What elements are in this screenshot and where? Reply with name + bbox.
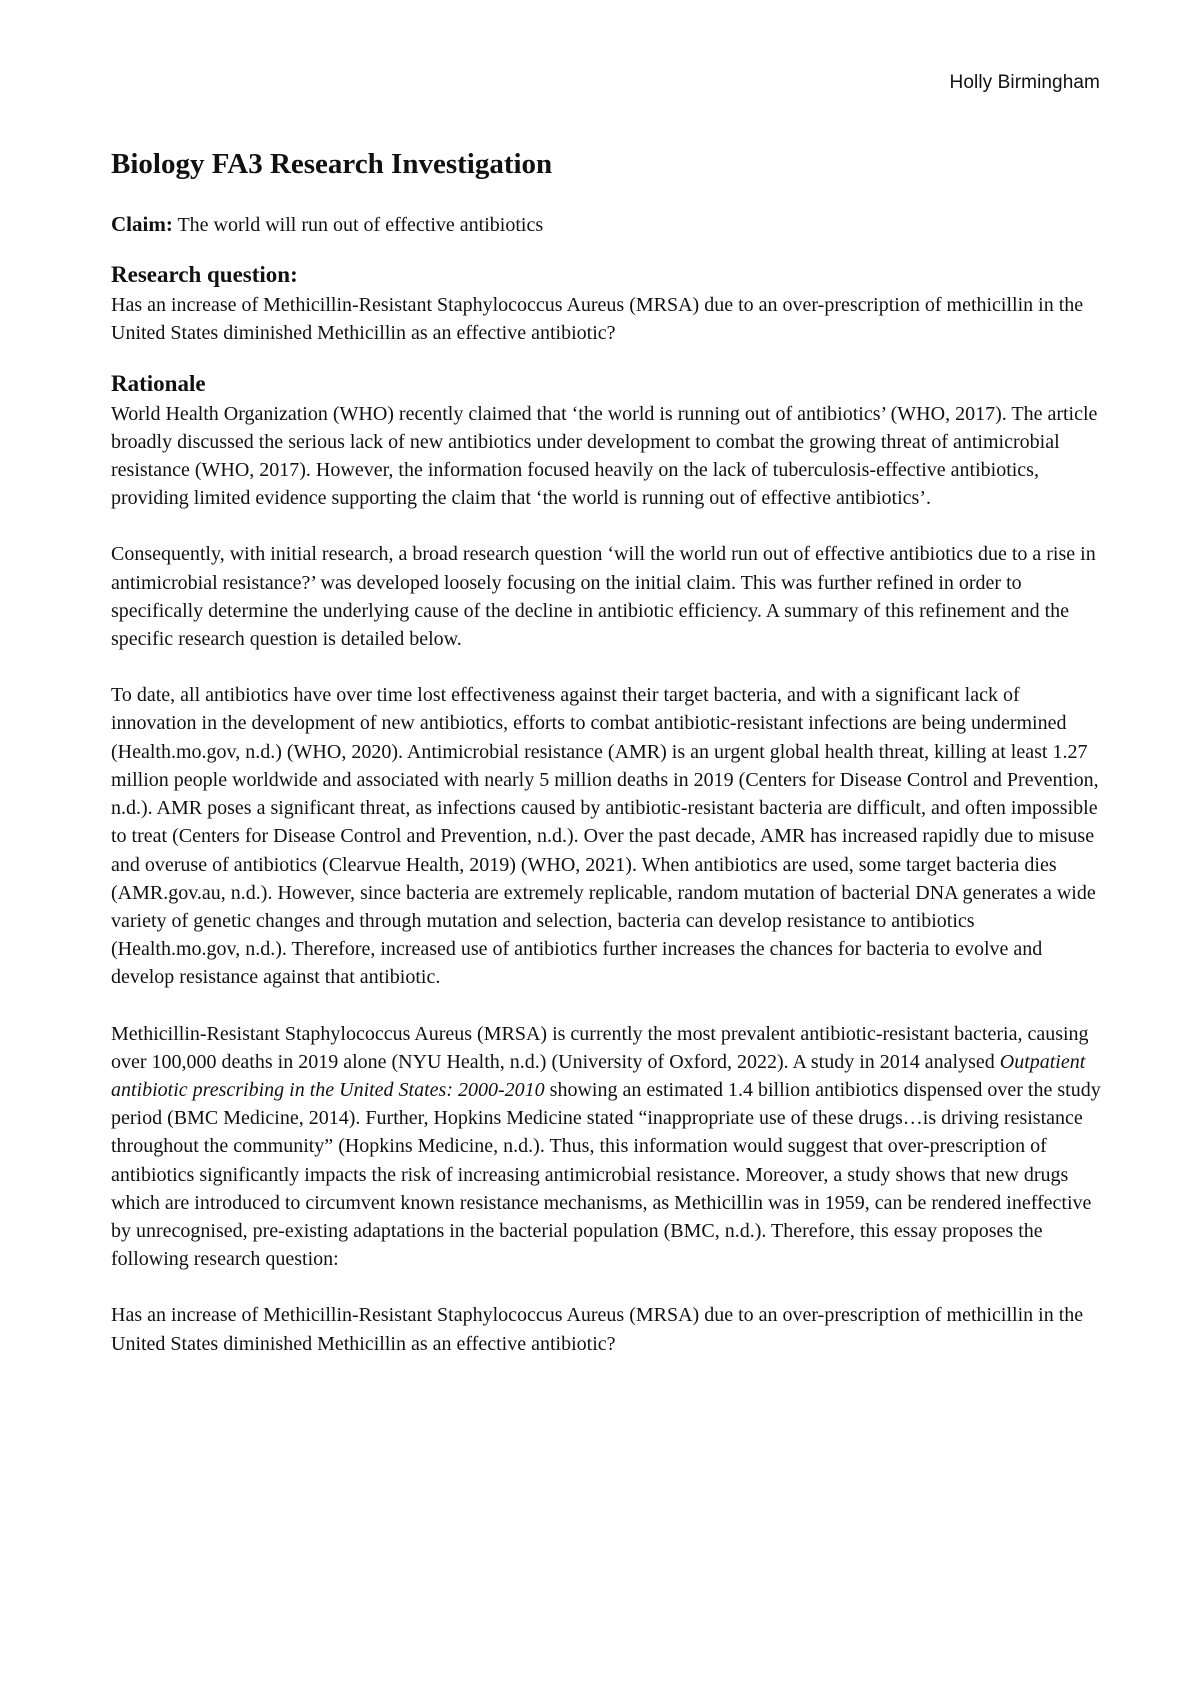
- rationale-paragraph-4: [111, 1020, 1101, 1274]
- research-question-heading: Research question:: [111, 262, 298, 288]
- study-title-italic: Outpatient antibiotic prescribing in the United States: 2000-2010: [111, 1050, 1086, 1101]
- rationale-paragraph-2: Consequently, with initial research, a broad research question ‘will the world run out of effective antibiotics due to a rise in antimicrobial resistance?’ was developed loosely focusing on the initial claim. This was further refined in order to specifically determine the underlying cause of the decline in antibiotic efficiency. A summary of this refinement and the specific research question is detailed below.: [111, 543, 1096, 651]
- header-author-name: Holly Birmingham: [949, 72, 1100, 93]
- rationale-paragraph-1: World Health Organization (WHO) recently claimed that ‘the world is running out of antibiotics’ (WHO, 2017). The article broadly discussed the serious lack of new antibiotics under development to combat the growing threat of antimicrobial resistance (WHO, 2017). However, the information focused heavily on the lack of tuberculosis-effective antibiotics, providing limited evidence supporting the claim that ‘the world is running out of effective antibiotics’.: [111, 402, 1098, 510]
- claim-label: Claim:: [111, 212, 173, 237]
- document-body: [111, 146, 1101, 1386]
- claim-text: The world will run out of effective antibiotics: [172, 214, 544, 237]
- rationale-p4-part-1: Methicillin-Resistant Staphylococcus Aureus (MRSA) is currently the most prevalent antibiotic-resistant bacteria, causing over 100,000 deaths in 2019 alone (NYU Health, n.d.) (University of Oxford, 2022). A study in 2014 analysed: [111, 1022, 1089, 1073]
- rationale-paragraph-3: To date, all antibiotics have over time lost effectiveness against their target bacteria, and with a significant lack of innovation in the development of new antibiotics, efforts to combat antibiotic-resistant infections are being undermined (Health.mo.gov, n.d.) (WHO, 2020). Antimicrobial resistance (AMR) is an urgent global health threat, killing at least 1.27 million people worldwide and associated with nearly 5 million deaths in 2019 (Centers for Disease Control and Prevention, n.d.). AMR poses a significant threat, as infections caused by antibiotic-resistant bacteria are difficult, and often impossible to treat (Centers for Disease Control and Prevention, n.d.). Over the past decade, AMR has increased rapidly due to misuse and overuse of antibiotics (Clearvue Health, 2019) (WHO, 2021). When antibiotics are used, some target bacteria dies (AMR.gov.au, n.d.). However, since bacteria are extremely replicable, random mutation of bacterial DNA generates a wide variety of genetic changes and through mutation and selection, bacteria can develop resistance to antibiotics (Health.mo.gov, n.d.). Therefore, increased use of antibiotics further increases the chances for bacteria to evolve and develop resistance against that antibiotic.: [111, 684, 1099, 989]
- document-title: Biology FA3 Research Investigation: [111, 148, 553, 180]
- rationale-heading: Rationale: [111, 370, 206, 396]
- rationale-p4-part-2: showing an estimated 1.4 billion antibiotics dispensed over the study period (BMC Medicine, 2014). Further, Hopkins Medicine stated “inappropriate use of these drugs…is driving resistance throughout the community” (Hopkins Medicine, n.d.). Thus, this information would suggest that over-prescription of antibiotics significantly impacts the risk of increasing antimicrobial resistance. Moreover, a study shows that new drugs which are introduced to circumvent known resistance mechanisms, as Methicillin was in 1959, can be rendered ineffective by unrecognised, pre-existing adaptations in the bacterial population (BMC, n.d.). Therefore, this essay proposes the following research question:: [111, 1078, 1101, 1271]
- research-question-text: Has an increase of Methicillin-Resistant Staphylococcus Aureus (MRSA) due to an over-prescription of methicillin in the United States diminished Methicillin as an effective antibiotic?: [111, 294, 1084, 345]
- rationale-paragraph-5: Has an increase of Methicillin-Resistant Staphylococcus Aureus (MRSA) due to an over-prescription of methicillin in the United States diminished Methicillin as an effective antibiotic?: [111, 1304, 1084, 1355]
- claim-line: [111, 210, 1101, 239]
